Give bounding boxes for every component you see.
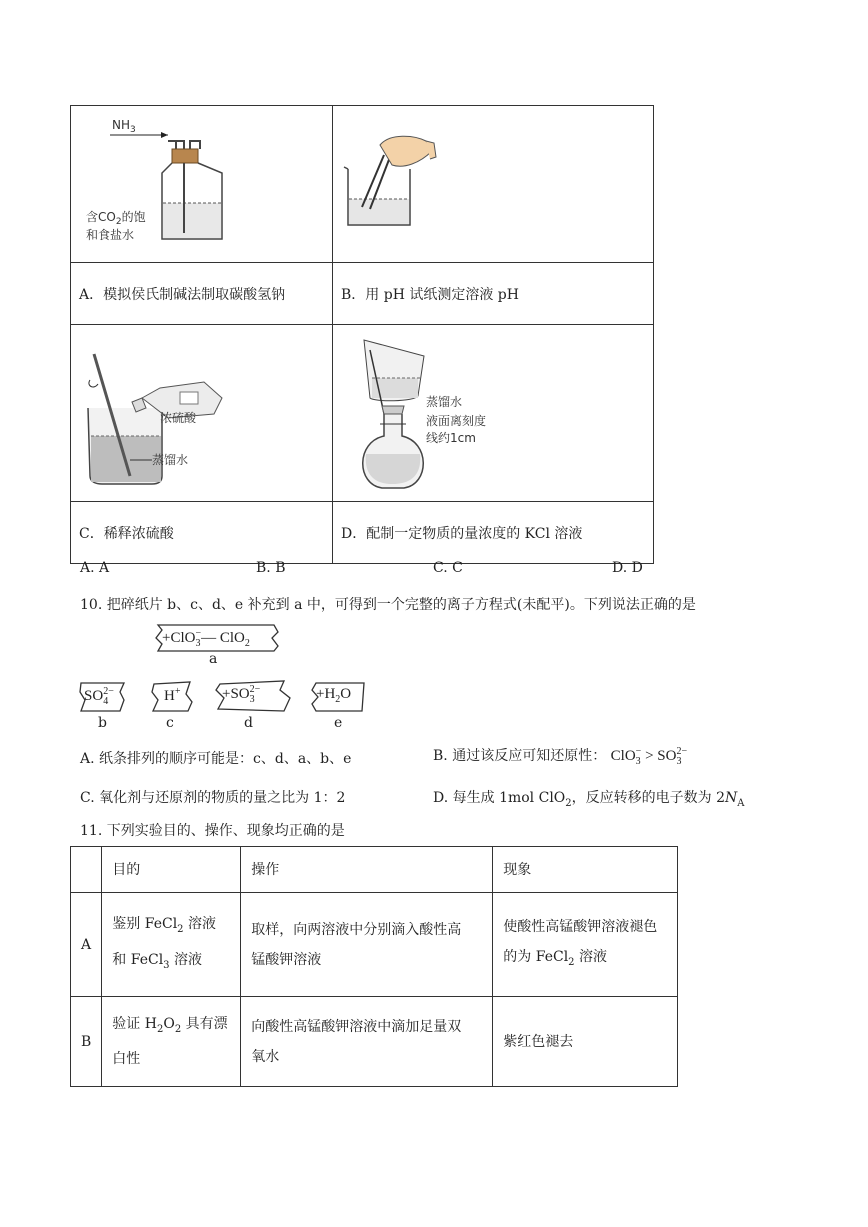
volumetric-flask-diagram bbox=[334, 326, 652, 496]
strip-b-label: b bbox=[98, 715, 107, 731]
liquid-label-1: 含$CO_2$的饱 bbox=[86, 210, 146, 227]
header-purpose: 目的 bbox=[102, 847, 241, 893]
experiment-table bbox=[70, 846, 678, 1087]
ph-test-diagram bbox=[334, 107, 652, 257]
strip-b: $SO_4^{2-}$ bbox=[84, 686, 114, 707]
q10-option-b: B. 通过该反应可知还原性： $ClO_3^- > SO_3^{2-}$ bbox=[433, 746, 688, 767]
q10-option-b-formula: $ClO_3^- > SO_3^{2-}$ bbox=[610, 746, 688, 767]
strip-e-label: e bbox=[334, 715, 343, 731]
option-b-caption: B．用 pH 试纸测定溶液 pH bbox=[333, 263, 654, 325]
strip-a: +ClO$_3$−— ClO$_2$ bbox=[162, 628, 250, 649]
liquid-label-2: 和食盐水 bbox=[86, 228, 135, 242]
strip-d-label: d bbox=[244, 715, 253, 731]
row-b-label: B bbox=[71, 997, 102, 1087]
row-a-phenomenon: 使酸性高锰酸钾溶液褪色 的为 FeCl$_2$ 溶液 bbox=[493, 893, 678, 997]
q9-option-b: B. B bbox=[256, 560, 286, 576]
q9-option-c: C. C bbox=[433, 560, 463, 576]
header-phenomenon: 现象 bbox=[493, 847, 678, 893]
apparatus-table bbox=[70, 105, 654, 564]
apparatus-b-cell bbox=[333, 106, 654, 263]
q10-option-c: C. 氧化剂与还原剂的物质的量之比为 1：2 bbox=[80, 790, 346, 806]
gas-washing-bottle-diagram bbox=[72, 107, 331, 257]
meniscus-label-1: 液面离刻度 bbox=[426, 414, 487, 428]
acid-label: 浓硫酸 bbox=[160, 411, 197, 425]
row-a-purpose: 鉴别 FeCl$_2$ 溶液 和 FeCl$_3$ 溶液 bbox=[102, 893, 241, 997]
option-a-caption: A．模拟侯氏制碱法制取碳酸氢钠 bbox=[71, 263, 333, 325]
dilute-acid-diagram bbox=[72, 326, 331, 496]
q10-stem: 10. 把碎纸片 b、c、d、e 补充到 a 中，可得到一个完整的离子方程式(未配平)。下列说法正确的是 bbox=[80, 597, 696, 613]
apparatus-c-cell bbox=[71, 325, 333, 502]
row-b-phenomenon: 紫红色褪去 bbox=[493, 997, 678, 1087]
table-row bbox=[71, 997, 678, 1087]
apparatus-d-cell bbox=[333, 325, 654, 502]
strip-e: $+H_2O$ bbox=[316, 686, 352, 705]
apparatus-a-cell bbox=[71, 106, 333, 263]
header-operation: 操作 bbox=[241, 847, 493, 893]
meniscus-label-2: 线约1cm bbox=[426, 431, 476, 445]
strip-c-label: c bbox=[166, 715, 174, 731]
row-a-operation: 取样，向两溶液中分别滴入酸性高 锰酸钾溶液 bbox=[241, 893, 493, 997]
gas-label: $NH_3$ bbox=[112, 118, 136, 135]
row-a-label: A bbox=[71, 893, 102, 997]
option-c-caption: C．稀释浓硫酸 bbox=[71, 502, 333, 564]
q10-option-a: A. 纸条排列的顺序可能是：c、d、a、b、e bbox=[80, 751, 352, 767]
row-b-operation: 向酸性高锰酸钾溶液中滴加足量双 氧水 bbox=[241, 997, 493, 1087]
water-label-d: 蒸馏水 bbox=[426, 395, 463, 409]
water-label-c: 蒸馏水 bbox=[152, 453, 189, 467]
q10-option-d: D. 每生成 1mol ClO$_2$，反应转移的电子数为 $2N_A$ bbox=[433, 790, 745, 809]
q9-option-d: D. D bbox=[612, 560, 643, 576]
strip-a-label: a bbox=[209, 651, 218, 667]
strip-c: H+ bbox=[164, 686, 181, 704]
q9-option-a: A. A bbox=[80, 560, 110, 576]
header-blank bbox=[71, 847, 102, 893]
option-d-caption: D．配制一定物质的量浓度的 KCl 溶液 bbox=[333, 502, 654, 564]
row-b-purpose: 验证 $H_2O_2$ 具有漂 白性 bbox=[102, 997, 241, 1087]
table-row bbox=[71, 893, 678, 997]
strip-d: $+SO_3^{2-}$ bbox=[222, 684, 261, 705]
table-header-row bbox=[71, 847, 678, 893]
q11-stem: 11. 下列实验目的、操作、现象均正确的是 bbox=[80, 823, 345, 839]
